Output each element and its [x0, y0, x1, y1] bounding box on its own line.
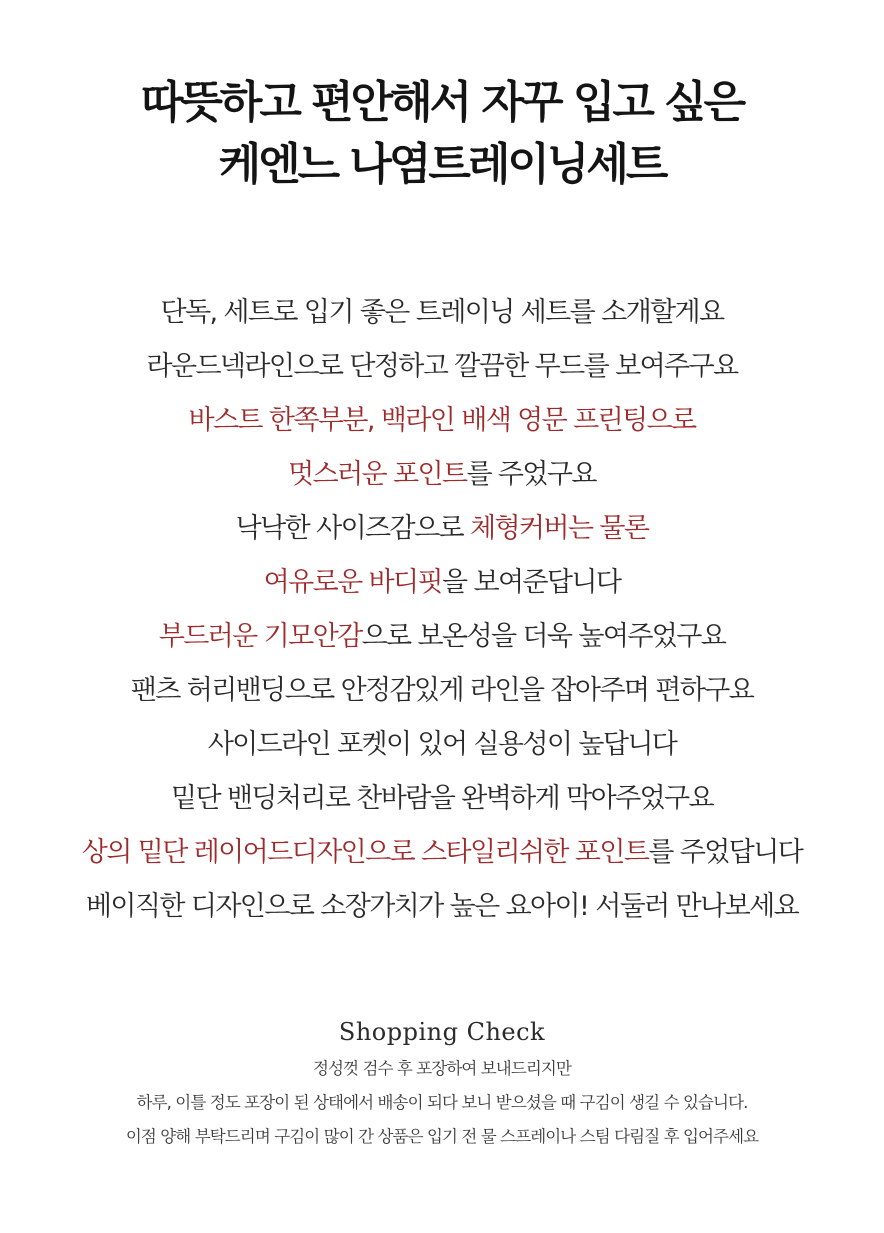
- description-line: [0, 826, 884, 880]
- text-segment: 사이드라인 포켓이 있어 실용성이 높답니다: [207, 729, 677, 760]
- headline-line-1: 따뜻하고 편안해서 자꾸 입고 싶은: [140, 77, 744, 128]
- highlight-segment: 멋스러운 포인트: [288, 459, 467, 490]
- text-segment: 베이직한 디자인으로 소장가치가 높은 요아이! 서둘러 만나보세요: [85, 891, 799, 922]
- highlight-segment: 상의 밑단 레이어드디자인으로 스타일리쉬한 포인트: [81, 837, 649, 868]
- description-line: [0, 556, 884, 610]
- highlight-segment: 부드러운 기모안감: [158, 621, 362, 652]
- description-line: [0, 340, 884, 394]
- text-segment: 라운드넥라인으로 단정하고 깔끔한 무드를 보여주구요: [146, 351, 738, 382]
- description-body: [0, 286, 884, 934]
- description-line: [0, 610, 884, 664]
- text-segment: 을 보여준답니다: [442, 567, 621, 598]
- shopping-check-line: 하루, 이틀 정도 포장이 된 상태에서 배송이 되다 보니 받으셨을 때 구김이 생길 수 있습니다.: [136, 1093, 748, 1112]
- description-line: [0, 880, 884, 934]
- description-line: [0, 772, 884, 826]
- shopping-check-line: 이점 양해 부탁드리며 구김이 많이 간 상품은 입기 전 물 스프레이나 스팀 다림질 후 입어주세요: [125, 1127, 759, 1146]
- text-segment: 를 주었구요: [466, 459, 596, 490]
- text-segment: 낙낙한 사이즈감으로: [235, 513, 470, 544]
- headline-line-2: 케엔느 나염트레이닝세트: [218, 139, 666, 190]
- description-line: [0, 448, 884, 502]
- highlight-segment: 바스트 한쪽부분, 백라인 배색 영문 프린팅으로: [188, 405, 696, 436]
- description-line: [0, 664, 884, 718]
- description-line: [0, 286, 884, 340]
- shopping-check-title: Shopping Check: [338, 1018, 546, 1046]
- headline: [0, 72, 884, 196]
- highlight-segment: 체형커버는 물론: [469, 513, 649, 544]
- description-line: [0, 394, 884, 448]
- highlight-segment: 여유로운 바디핏: [263, 567, 442, 598]
- text-segment: 밑단 밴딩처리로 찬바람을 완벽하게 막아주었구요: [170, 783, 714, 814]
- shopping-check-line: 정성껏 검수 후 포장하여 보내드리지만: [312, 1059, 571, 1078]
- description-line: [0, 502, 884, 556]
- text-segment: 팬츠 허리밴딩으로 안정감있게 라인을 잡아주며 편하구요: [130, 675, 754, 706]
- text-segment: 으로 보온성을 더욱 높여주었구요: [361, 621, 726, 652]
- text-segment: 를 주었답니다: [648, 837, 803, 868]
- description-line: [0, 718, 884, 772]
- shopping-check-section: [0, 1012, 884, 1154]
- text-segment: 단독, 세트로 입기 좋은 트레이닝 세트를 소개할게요: [160, 297, 724, 328]
